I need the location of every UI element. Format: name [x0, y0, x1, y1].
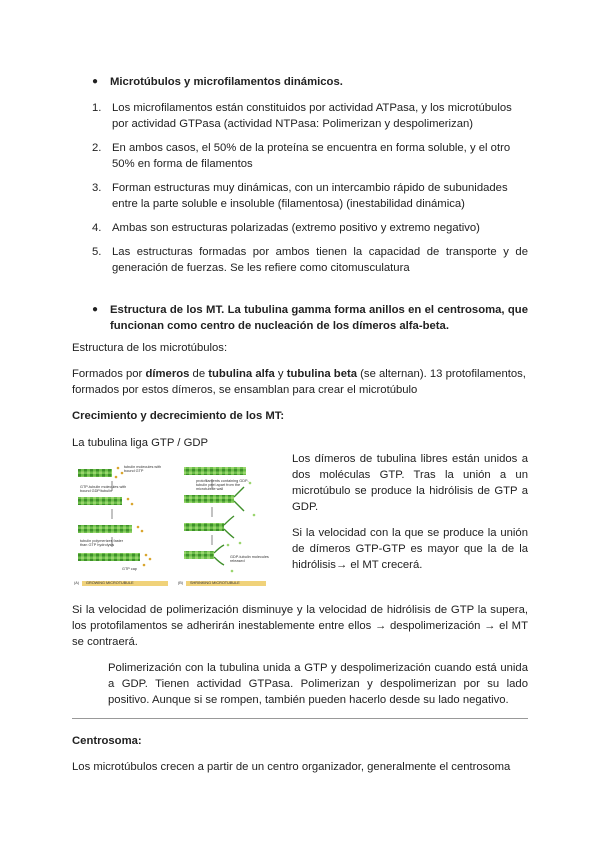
- figure-row: [72, 452, 528, 596]
- microtubule-figure: [72, 459, 284, 596]
- microtubule-segment: [184, 551, 214, 559]
- figure-paragraph: Si la velocidad con la que se produce la unión de dímeros GTP-GTP es mayor que la de la hidrólisis→ el MT crecerá.: [292, 526, 528, 571]
- microtubule-segment: [78, 553, 140, 561]
- figure-side-text: [292, 452, 528, 596]
- list-number: 2.: [92, 142, 102, 155]
- microtubule-segment: [78, 497, 122, 505]
- indented-paragraph: Polimerización con la tubulina unida a GTP y despolimerización cuando está unida a GDP. Tienen actividad GTPasa. Polimerizan y despolimerizan por su lado positivo. Aunque si se rompen, también pueden hacerlo desde su lado negativo.: [108, 661, 528, 706]
- growth-heading: Crecimiento y decrecimiento de los MT:: [72, 410, 285, 423]
- microtubule-segment: [184, 523, 224, 531]
- bullet-dot: ●: [92, 76, 99, 87]
- bold-run: tubulina beta: [286, 368, 358, 381]
- microtubule-segment: [184, 467, 246, 475]
- bold-run: tubulina alfa: [208, 368, 275, 381]
- list-number: 3.: [92, 182, 102, 195]
- microtubule-segment: [78, 469, 112, 477]
- list-text: En ambos casos, el 50% de la proteína se encuentra en forma soluble, y el otro 50% en forma de filamentos: [112, 142, 511, 171]
- list-text: Los microfilamentos están constituidos por actividad ATPasa, y los microtúbulos por actividad GTPasa (actividad NTPasa: Polimerizan y despolimerizan): [112, 102, 512, 131]
- text-run: de: [189, 368, 209, 381]
- list-item: [92, 244, 528, 276]
- document-page: [72, 72, 528, 775]
- bullet-dot: ●: [92, 304, 99, 316]
- list-text: Forman estructuras muy dinámicas, con un intercambio rápido de subunidades entre la parte soluble e insoluble (filamentosa) (inestabilidad dinámica): [112, 182, 508, 211]
- figure-label: tubulin molecules with bound GTP: [124, 464, 162, 473]
- microtubule-segment: [78, 525, 132, 533]
- figure-caption: SHRINKING MICROTUBULE: [190, 580, 240, 585]
- bullet-item-structure: [92, 302, 528, 334]
- list-number: 4.: [92, 222, 102, 235]
- figure-label: GTP cap: [122, 566, 137, 571]
- figure-label: tubulin polymerizes faster than GTP hydrolysis: [80, 538, 124, 547]
- list-number: 1.: [92, 102, 102, 115]
- list-item: [92, 220, 528, 236]
- centrosome-text: Los microtúbulos crecen a partir de un centro organizador, generalmente el centrosoma: [72, 760, 511, 773]
- panel-label: (A): [74, 580, 80, 585]
- figure-caption: GROWING MICROTUBULE: [86, 580, 134, 585]
- bullet-text: Microtúbulos y microfilamentos dinámicos.: [110, 76, 343, 88]
- text-run: (se alternan). 13 protofilamentos, formados por estos dímeros, se ensamblan para crear el microtúbulo: [72, 368, 526, 397]
- centrosome-heading: Centrosoma:: [72, 734, 142, 747]
- bold-run: dímeros: [145, 368, 190, 381]
- structure-title: Estructura de los microtúbulos:: [72, 342, 228, 355]
- figure-label: GTP-tubulin molecules with bound GDP/tubulin: [80, 484, 127, 493]
- list-text: Ambas son estructuras polarizadas (extremo positivo y extremo negativo): [112, 222, 480, 235]
- list-text: Las estructuras formadas por ambos tienen la capacidad de transporte y de generación de fuerzas. Se les refiere como citomusculatura: [112, 246, 528, 275]
- divider: [72, 718, 528, 719]
- text-run: Formados por: [72, 368, 146, 381]
- panel-label: (B): [178, 580, 184, 585]
- tubulin-gtp-line: La tubulina liga GTP / GDP: [72, 436, 209, 449]
- list-number: 5.: [92, 246, 102, 259]
- bullet-item-dynamic: [92, 74, 528, 90]
- velocity-paragraph: Si la velocidad de polimerización disminuye y la velocidad de hidrólisis de GTP la supera, los protofilamentos se adherirán inestablemente entre ellos → despolimerización → el MT se contraerá.: [72, 603, 528, 648]
- numbered-list: [92, 100, 528, 276]
- microtubule-segment: [184, 495, 234, 503]
- text-run: y: [274, 368, 287, 381]
- bullet-text: Estructura de los MT. La tubulina gamma forma anillos en el centrosoma, que funcionan como centro de nucleación de los dímeros alfa-beta.: [110, 304, 528, 333]
- list-item: [92, 140, 528, 172]
- figure-label: GDP-tubulin molecules released: [230, 554, 269, 563]
- figure-paragraph: Los dímeros de tubulina libres están unidos a dos moléculas GTP. Tras la unión a un microtúbulo se produce la hidrólisis de GTP a GDP.: [292, 452, 528, 513]
- list-item: [92, 100, 528, 132]
- figure-label: protofilaments containing GDP-tubulin peel apart from the microtubule wall: [196, 478, 249, 491]
- list-item: [92, 180, 528, 212]
- formados-paragraph: [72, 366, 528, 398]
